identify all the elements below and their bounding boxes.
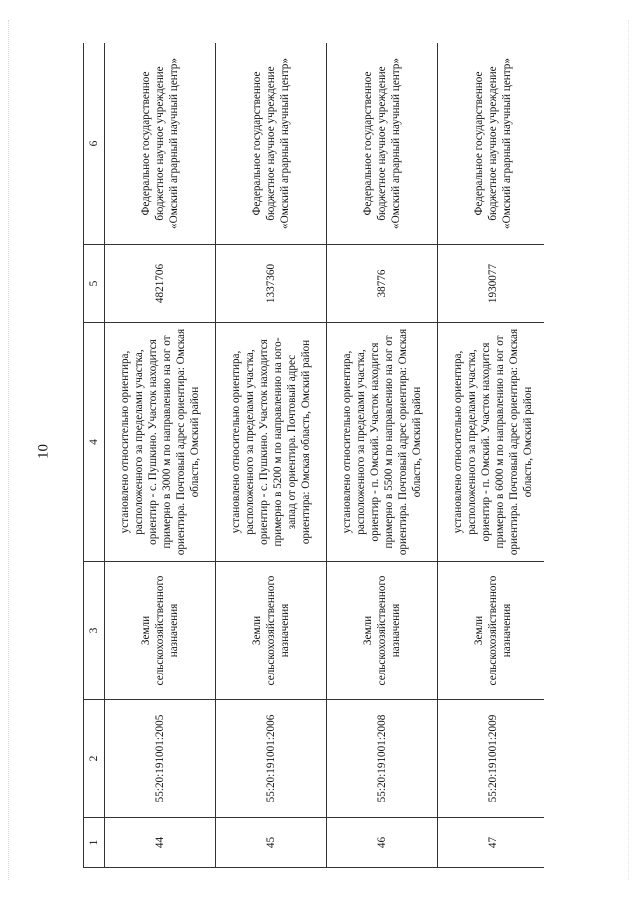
table-row <box>438 43 545 868</box>
table-row <box>327 43 438 868</box>
table-row <box>216 43 327 868</box>
column-number: 4 <box>84 323 105 562</box>
land-category: Земли сельскохозяйственного назначения <box>216 562 327 700</box>
column-number: 3 <box>84 562 105 700</box>
land-category: Земли сельскохозяйственного назначения <box>327 562 438 700</box>
row-number: 45 <box>216 818 327 868</box>
row-number: 46 <box>327 818 438 868</box>
scan-edge-left <box>8 20 11 880</box>
column-number-row <box>84 43 105 868</box>
land-plots-table <box>83 43 544 868</box>
table-row <box>105 43 216 868</box>
plot-location: установлено относительно ориентира, расположенного за пределами участка, ориентир - п. Омский. Участок находится примерно в 6000 м по направлению на юг от ориентира. Почтовый адрес ориентира: Омская область, Омский район <box>438 323 545 562</box>
column-number: 5 <box>84 245 105 323</box>
plot-location: установлено относительно ориентира, расположенного за пределами участка, ориентир - с. Пушкино. Участок находится примерно в 3000 м по направлению на юг от ориентира. Почтовый адрес ориентира: Омская область, Омский район <box>105 323 216 562</box>
plot-location: установлено относительно ориентира, расположенного за пределами участка, ориентир - п. Омский. Участок находится примерно в 5500 м по направлению на юг от ориентира. Почтовый адрес ориентира: Омская область, Омский район <box>327 323 438 562</box>
rights-holder: Федеральное государственное бюджетное научное учреждение «Омский аграрный научный центр» <box>105 43 216 245</box>
plot-area: 4821706 <box>105 245 216 323</box>
plot-area: 38776 <box>327 245 438 323</box>
table-frame <box>83 43 544 868</box>
land-category: Земли сельскохозяйственного назначения <box>105 562 216 700</box>
column-number: 1 <box>84 818 105 868</box>
rights-holder: Федеральное государственное бюджетное научное учреждение «Омский аграрный научный центр» <box>216 43 327 245</box>
rotated-table-wrapper <box>83 43 544 868</box>
plot-location: установлено относительно ориентира, расположенного за пределами участка, ориентир - с. Пушкино. Участок находится примерно в 5200 м по направлению на юго-запад от ориентира. Почтовый адрес ориентира: Омская область, Омский район <box>216 323 327 562</box>
cadastral-number: 55:20:191001:2005 <box>105 700 216 818</box>
row-number: 44 <box>105 818 216 868</box>
row-number: 47 <box>438 818 545 868</box>
rights-holder: Федеральное государственное бюджетное научное учреждение «Омский аграрный научный центр» <box>327 43 438 245</box>
plot-area: 1930077 <box>438 245 545 323</box>
scan-edge-right <box>628 20 631 880</box>
rights-holder: Федеральное государственное бюджетное научное учреждение «Омский аграрный научный центр» <box>438 43 545 245</box>
plot-area: 1337360 <box>216 245 327 323</box>
column-number: 2 <box>84 700 105 818</box>
cadastral-number: 55:20:191001:2008 <box>327 700 438 818</box>
cadastral-number: 55:20:191001:2006 <box>216 700 327 818</box>
page-number: 10 <box>35 444 52 459</box>
column-number: 6 <box>84 43 105 245</box>
cadastral-number: 55:20:191001:2009 <box>438 700 545 818</box>
land-category: Земли сельскохозяйственного назначения <box>438 562 545 700</box>
